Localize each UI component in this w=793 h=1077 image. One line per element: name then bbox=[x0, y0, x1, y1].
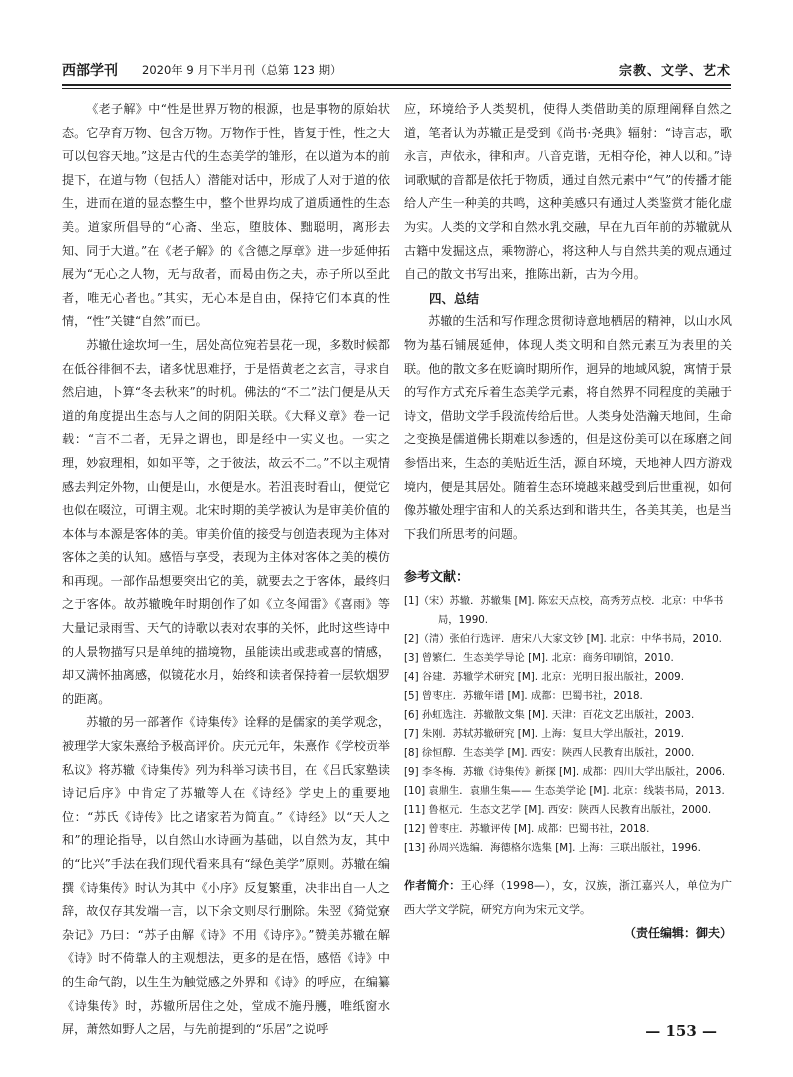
reference-item: [5] 曾枣庄．苏辙年谱 [M]. 成都：巴蜀书社，2018. bbox=[404, 689, 643, 702]
reference-item: [1]（宋）苏辙．苏辙集 [M]. 陈宏天点校，高秀芳点校．北京：中华书局，1990. bbox=[404, 594, 724, 626]
body-paragraph: 苏辙仕途坎坷一生，居处高位宛若昙花一现，多数时候都在低谷徘徊不去，诸多忧思难抒，于是悟黄老之玄言，寻求自然启迪，卜算“冬去秋来”的时机。佛法的“不二”法门便是从天道的角度提出生态与人之间的阴阳关联。《大释义章》卷一记载：“言不二者，无异之谓也，即是经中一实义也。一实之理，妙寂理相，如如平等，之于彼法，故云不二。”不以主观情感去判定外物，山便是山，水便是水。若沮丧时看山，便觉它也似在啜泣，可谓主观。北宋时期的美学被认为是审美价值的本体与本源是客体的美。审美价值的接受与创造表现为主体对客体之美的认知。感悟与享受，表现为主体对客体之美的模仿和再现。一部作品想要突出它的美，就要去之于客体，最终归之于客体。故苏辙晚年时期创作了如《立冬闻雷》《喜雨》等大量记录雨雪、天气的诗歌以表对农事的关怀，此时这些诗中的人景物描写只是单纯的描境物，虽能读出或悲或喜的情感，却又满怀抽离感，似镜花水月，始终和读者保持着一层软烟罗的距离。 bbox=[62, 337, 390, 706]
author-note bbox=[404, 874, 732, 922]
references-title: 参考文献： bbox=[404, 570, 470, 586]
section-tag: 宗教、文学、艺术 bbox=[618, 64, 731, 79]
journal-logo: 西部学刊 bbox=[62, 63, 118, 79]
section-heading: 四、总结 bbox=[429, 290, 480, 306]
right-column bbox=[404, 98, 732, 944]
left-column bbox=[62, 98, 390, 1042]
editor-note: （责任编辑：御夫） bbox=[623, 925, 732, 940]
reference-item: [2]（清）张伯行选评．唐宋八大家文钞 [M]. 北京：中华书局，2010. bbox=[404, 632, 722, 645]
header-rule-thick bbox=[62, 84, 731, 86]
author-text: 王心绎（1998—），女，汉族，浙江嘉兴人，单位为广西大学文学院，研究方向为宋元文学。 bbox=[404, 878, 732, 916]
reference-item: [11] 鲁枢元．生态文艺学 [M]. 西安：陕西人民教育出版社，2000. bbox=[404, 803, 712, 816]
reference-item: [3] 曾繁仁．生态美学导论 [M]. 北京：商务印刷馆，2010. bbox=[404, 651, 674, 664]
page-number: — 153 — bbox=[645, 1022, 717, 1040]
body-paragraph: 《老子解》中“性是世界万物的根源，也是事物的原始状态。它孕育万物、包含万物。万物作于性，皆复于性，性之大可以包容天地。”这是古代的生态美学的雏形，在以道为本的前提下，在道与物（包括人）潜能对话中，形成了人对于道的依生，进而在道的显态整生中，整个世界均成了道质通性的生态美。道家所倡导的“心斋、坐忘，堕肢体、黜聪明，离形去知、同于大道。”在《老子解》的《含德之厚章》进一步延伸拓展为“无心之人物，无与敌者，而曷由伤之夫，赤子所以至此者，唯无心者也。”其实，无心本是自由，保持它们本真的性情，“性”关键“自然”而已。 bbox=[62, 102, 390, 329]
author-label: 作者简介： bbox=[404, 878, 461, 892]
reference-item: [6] 孙虹选注．苏辙散文集 [M]. 天津：百花文艺出版社，2003. bbox=[404, 708, 695, 721]
body-paragraph: 应，环境给予人类契机，使得人类借助美的原理阐释自然之道，笔者认为苏辙正是受到《尚书·尧典》辐射：“诗言志，歌永言，声依永，律和声。八音克谐，无相夺伦，神人以和。”诗词歌赋的音都是依托于物质，通过自然元素中“气”的传播才能给人产生一种美的共鸣，这种美感只有通过人类鉴赏才能化虚为实。人类的文学和自然水乳交融，早在九百年前的苏辙就从古籍中发掘这点，乘物游心，将这种人与自然共美的观点通过自己的散文书写出来，推陈出新，古为今用。 bbox=[404, 102, 732, 282]
issue-info: 2020年 9 月下半月刊（总第 123 期） bbox=[142, 63, 342, 77]
reference-item: [8] 徐恒醇．生态美学 [M]. 西安：陕西人民教育出版社，2000. bbox=[404, 746, 695, 759]
reference-list bbox=[404, 592, 732, 858]
reference-item: [10] 袁鼎生．袁鼎生集—— 生态美学论 [M]. 北京：线装书局，2013. bbox=[404, 784, 725, 797]
reference-item: [9] 李冬梅．苏辙《诗集传》新探 [M]. 成都：四川大学出版社，2006. bbox=[404, 765, 726, 778]
reference-item: [12] 曾枣庄．苏辙评传 [M]. 成都：巴蜀书社，2018. bbox=[404, 822, 650, 835]
conclusion-paragraph: 苏辙的生活和写作理念贯彻诗意地栖居的精神，以山水风物为基石铺展延伸，体现人类文明和自然元素互为表里的关联。他的散文多在贬谪时期所作，迥异的地域风貌，寓情于景的写作方式充斥着生态美学元素，将自然界不同程度的美融于诗文，借助文学手段流传给后世。人类身处浩瀚天地间，生命之变换是儒道佛长期难以参透的，但是这份美可以在琢磨之间参悟出来，生态的美贴近生活，源自环境，天地神人四方游戏境内，便是其居处。随着生态环境越来越受到后世重视，如何像苏辙处理宇宙和人的关系达到和谐共生，各美其美，也是当下我们所思考的问题。 bbox=[404, 314, 732, 541]
running-header bbox=[62, 58, 731, 82]
header-rule-thin bbox=[62, 88, 731, 89]
reference-item: [7] 朱刚．苏轼苏辙研究 [M]. 上海：复旦大学出版社，2019. bbox=[404, 727, 685, 740]
reference-item: [13] 孙周兴选编．海德格尔选集 [M]. 上海：三联出版社，1996. bbox=[404, 841, 701, 854]
reference-item: [4] 谷建．苏辙学术研究 [M]. 北京：光明日报出版社，2009. bbox=[404, 670, 685, 683]
body-paragraph: 苏辙的另一部著作《诗集传》诠释的是儒家的美学观念，被理学大家朱熹给予极高评价。庆元元年，朱熹作《学校贡举私议》将苏辙《诗集传》列为科举习读书目，在《吕氏家塾读诗记后序》中肯定了苏辙等人在《诗经》学史上的重要地位：“苏氏《诗传》比之诸家若为简直。”《诗经》以“天人之和”的理论指导，以自然山水诗画为基础，以自然为友，其中的“比兴”手法在我们现代看来具有“绿色美学”原则。苏辙在编撰《诗集传》时认为其中《小序》反复繁重，决非出自一人之辞，故仅存其发端一言，以下余文则尽行删除。朱翌《猗觉寮杂记》乃曰：“苏子由解《诗》不用《诗序》。”赞美苏辙在解《诗》时不倚靠人的主观想法，更多的是在悟，感悟《诗》中的生命气韵，以生生为触觉感之外界和《诗》的呼应，在编纂《诗集传》时，苏辙所居住之处，堂成不施丹雘，唯纸窗水屏，萧然如野人之居，与先前提到的“乐居”之说呼 bbox=[62, 715, 390, 1037]
